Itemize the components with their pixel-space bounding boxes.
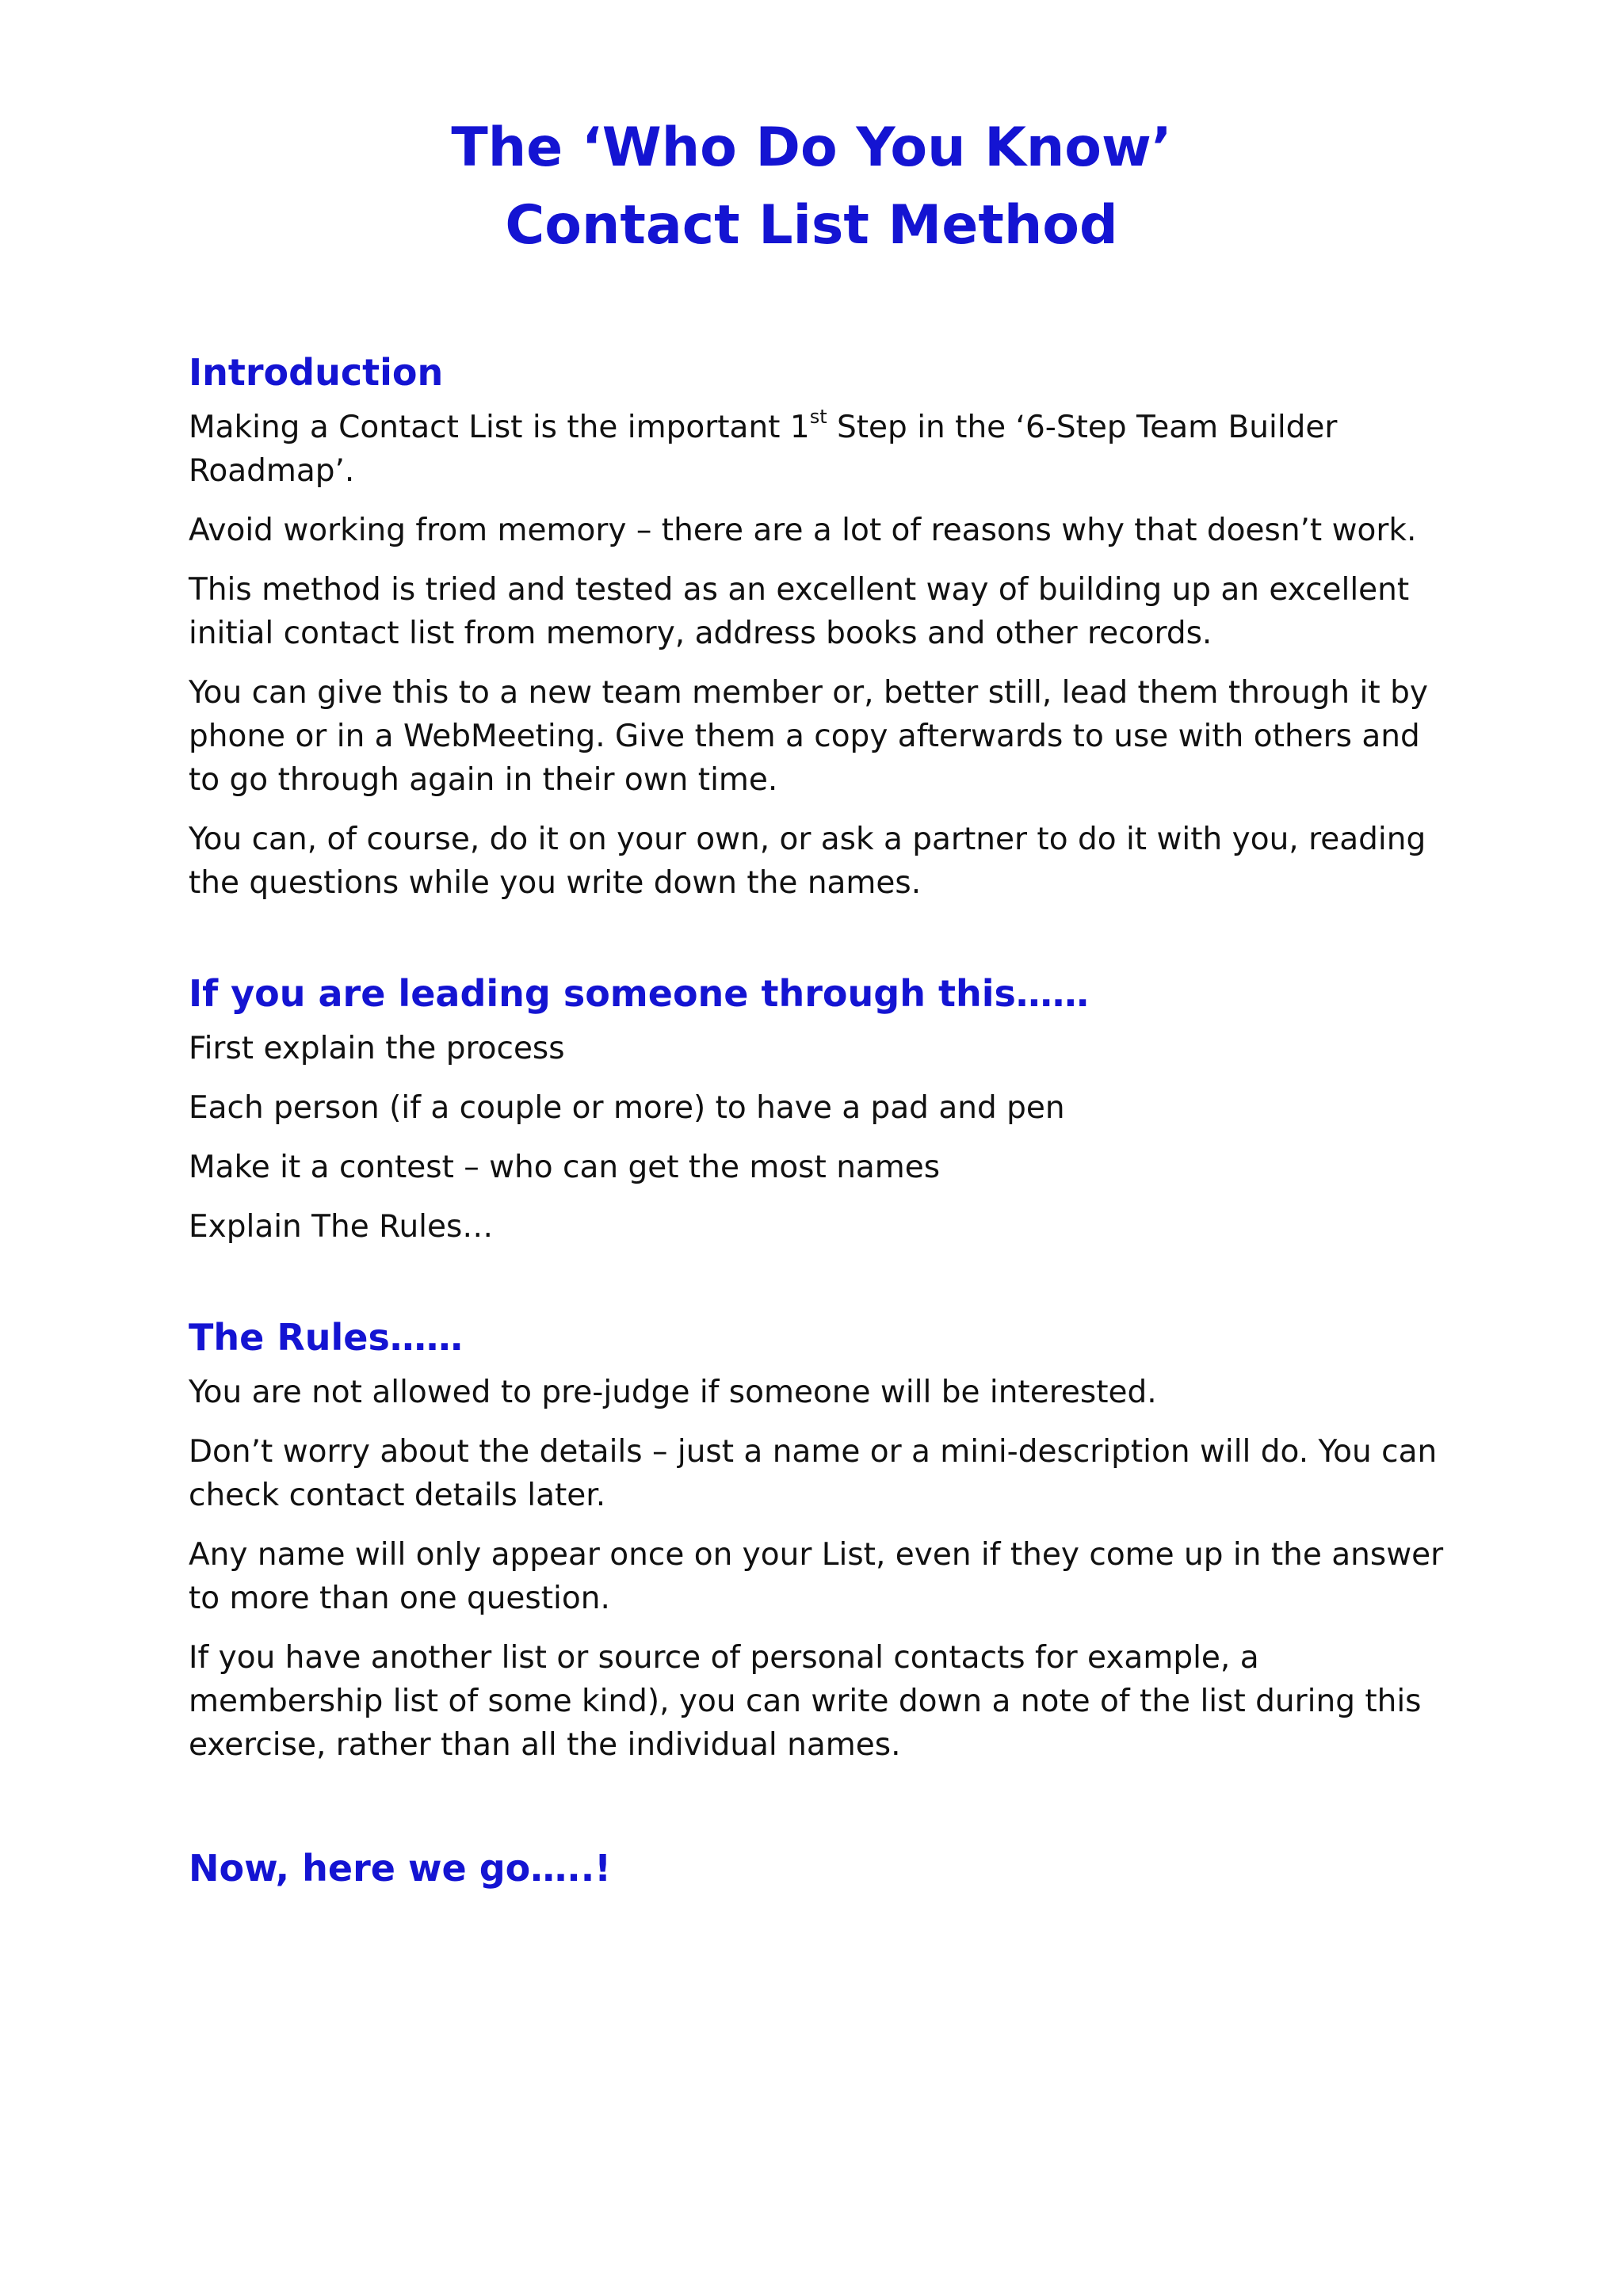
document-title bbox=[0, 109, 1623, 265]
rules-heading: The Rules…… bbox=[189, 1316, 463, 1359]
rules-item: Any name will only appear once on your List, even if they come up in the answer to more than one question. bbox=[189, 1537, 1444, 1616]
section-spacer bbox=[189, 921, 1457, 965]
closing-section bbox=[189, 1840, 1457, 1897]
leading-item: Explain The Rules… bbox=[189, 1209, 494, 1245]
introduction-paragraph-5: You can, of course, do it on your own, or ask a partner to do it with you, reading the questions while you write down the names. bbox=[189, 822, 1426, 901]
leading-item: First explain the process bbox=[189, 1031, 565, 1066]
introduction-paragraph-2: Avoid working from memory – there are a lot of reasons why that doesn’t work. bbox=[189, 513, 1417, 548]
title-line-2: Contact List Method bbox=[505, 194, 1118, 257]
title-line-1: The ‘Who Do You Know’ bbox=[451, 116, 1172, 179]
section-spacer bbox=[189, 1264, 1457, 1309]
rules-item: If you have another list or source of personal contacts for example, a membership list of some kind), you can write down a note of the list during this exercise, rather than all the individual names. bbox=[189, 1640, 1422, 1763]
introduction-paragraph-1 bbox=[189, 406, 1457, 493]
rules-item: Don’t worry about the details – just a name or a mini-description will do. You can check contact details later. bbox=[189, 1434, 1438, 1513]
introduction-paragraph-4: You can give this to a new team member or, better still, lead them through it by phone or in a WebMeeting. Give them a copy afterwards to use with others and to go through again in their own time. bbox=[189, 675, 1428, 798]
section-spacer bbox=[189, 1783, 1457, 1840]
rules-item: You are not allowed to pre-judge if someone will be interested. bbox=[189, 1375, 1157, 1410]
leading-item: Each person (if a couple or more) to have a pad and pen bbox=[189, 1090, 1065, 1126]
document-body bbox=[189, 344, 1457, 1901]
leading-item: Make it a contest – who can get the most names bbox=[189, 1150, 941, 1185]
rules-section bbox=[189, 1309, 1457, 1767]
introduction-paragraph-1-start: Making a Contact List is the important 1 bbox=[189, 410, 810, 445]
introduction-heading: Introduction bbox=[189, 351, 444, 394]
introduction-paragraph-3: This method is tried and tested as an excellent way of building up an excellent initial contact list from memory, address books and other records. bbox=[189, 572, 1410, 651]
ordinal-suffix: st bbox=[809, 406, 827, 428]
introduction-section bbox=[189, 344, 1457, 905]
closing-heading: Now, here we go…..! bbox=[189, 1847, 612, 1890]
introduction-paragraph-1-end: Step in the ‘6-Step Team Builder Roadmap’. bbox=[189, 410, 1338, 489]
leading-heading: If you are leading someone through this…… bbox=[189, 972, 1089, 1015]
leading-section bbox=[189, 965, 1457, 1249]
